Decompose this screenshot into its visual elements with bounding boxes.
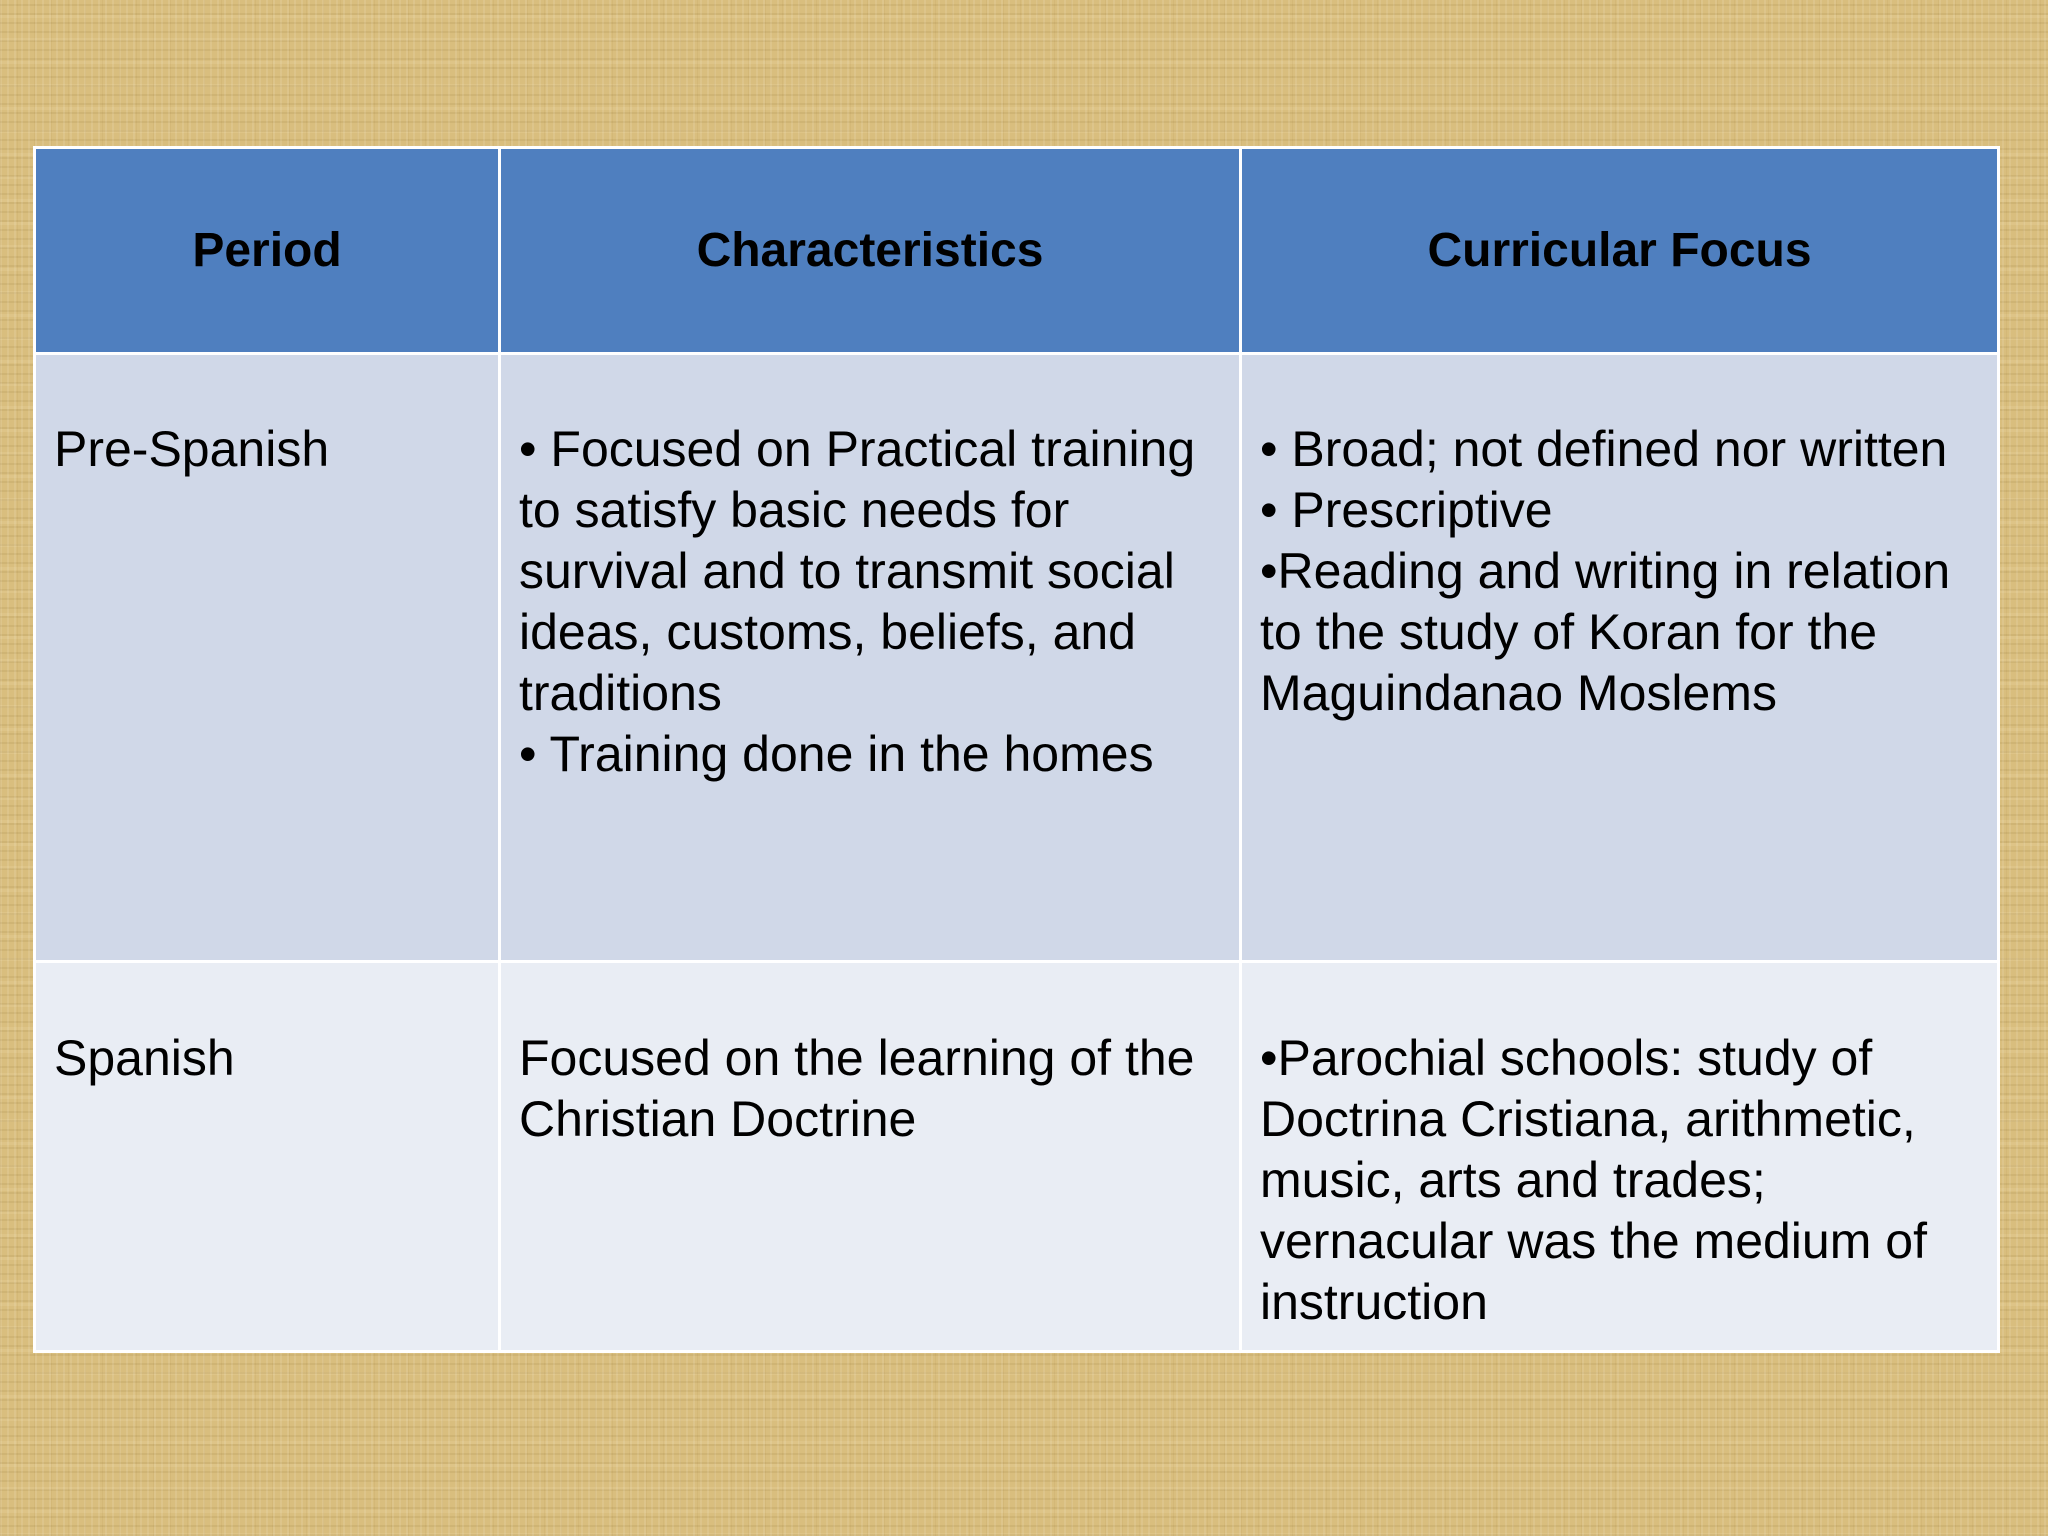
header-characteristics: Characteristics bbox=[500, 148, 1241, 354]
header-period: Period bbox=[35, 148, 500, 354]
cell-curricular-focus: • Broad; not defined nor written • Prescriptive •Reading and writing in relation to the study of Koran for the Maguindanao Moslems bbox=[1241, 354, 1999, 962]
table-row-pre-spanish bbox=[35, 354, 1999, 962]
cell-characteristics: Focused on the learning of the Christian Doctrine bbox=[500, 962, 1241, 1352]
curriculum-history-table bbox=[33, 146, 2000, 1353]
cell-period: Pre-Spanish bbox=[35, 354, 500, 962]
header-curricular-focus: Curricular Focus bbox=[1241, 148, 1999, 354]
cell-characteristics: • Focused on Practical training to satisfy basic needs for survival and to transmit social ideas, customs, beliefs, and traditions • Training done in the homes bbox=[500, 354, 1241, 962]
cell-period: Spanish bbox=[35, 962, 500, 1352]
cell-curricular-focus: •Parochial schools: study of Doctrina Cristiana, arithmetic, music, arts and trades; vernacular was the medium of instruction bbox=[1241, 962, 1999, 1352]
table-row-spanish bbox=[35, 962, 1999, 1352]
table-header-row bbox=[35, 148, 1999, 354]
